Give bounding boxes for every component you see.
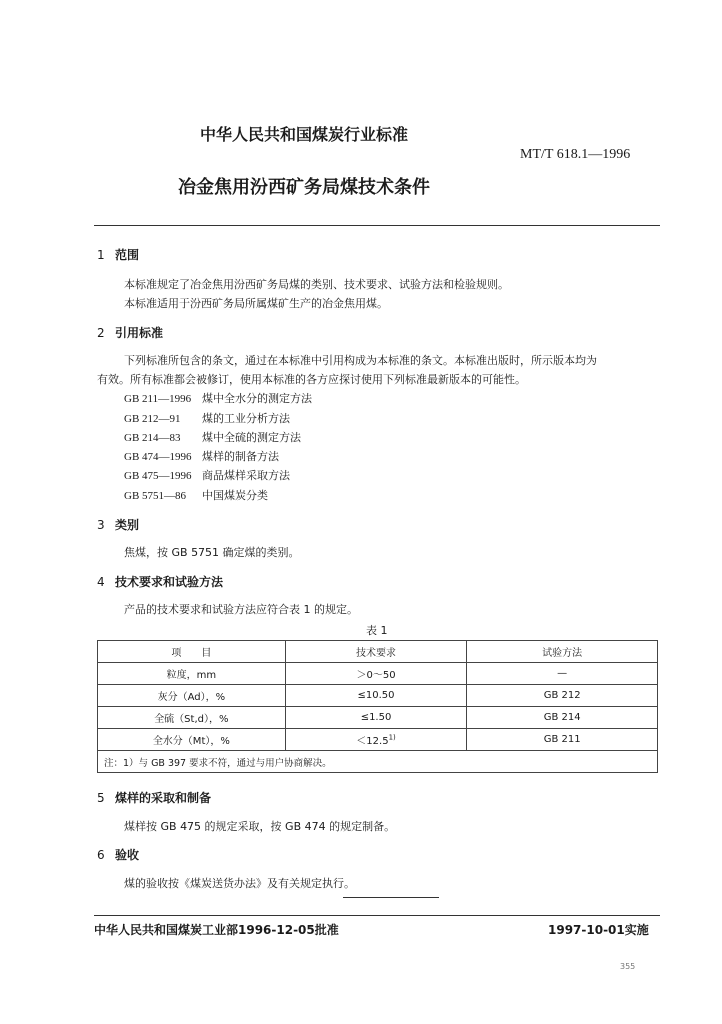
reference-name: 中国煤炭分类 [202,489,268,502]
section-title: 技术要求和试验方法 [115,575,224,589]
section-title: 验收 [115,848,140,862]
table-row [98,663,658,685]
cell-method: GB 211 [467,729,658,751]
document-title: 冶金焦用汾西矿务局煤技术条件 [178,177,430,198]
table-row [98,729,658,751]
paragraph: 焦煤，按 GB 5751 确定煤的类别。 [124,546,300,559]
cell-requirement: ≤10.50 [285,685,467,707]
header-item: 项 目 [98,641,286,663]
reference-code: GB 214—83 [124,432,181,444]
table-row [98,707,658,729]
footer-divider [94,915,660,916]
section-2-heading [97,324,163,341]
reference-code: GB 211—1996 [124,393,192,405]
paragraph: 本标准适用于汾西矿务局所属煤矿生产的冶金焦用煤。 [124,297,388,310]
section-number: 4 [97,575,105,589]
reference-item [124,448,279,464]
section-3-heading [97,516,139,533]
reference-item [124,429,301,445]
reference-item [124,410,290,426]
section-number: 5 [97,791,105,805]
section-number: 3 [97,518,105,532]
paragraph: 煤样按 GB 475 的规定采取，按 GB 474 的规定制备。 [124,820,396,833]
cell-method: — [467,663,658,685]
section-1-heading [97,246,139,263]
cell-requirement: ＞0～50 [285,663,467,685]
paragraph: 有效。所有标准都会被修订，使用本标准的各方应探讨使用下列标准最新版本的可能性。 [97,373,526,386]
reference-item [124,467,290,483]
approval-line: 中华人民共和国煤炭工业部1996-12-05批准 [94,923,339,937]
cell-item: 灰分（Ad），% [98,685,286,707]
cell-method: GB 212 [467,685,658,707]
paragraph: 下列标准所包含的条文，通过在本标准中引用构成为本标准的条文。本标准出版时，所示版本均为 [124,354,597,367]
header-requirement: 技术要求 [285,641,467,663]
table-row [98,685,658,707]
reference-code: GB 474—1996 [124,451,192,463]
section-5-heading [97,789,211,806]
cell-method: GB 214 [467,707,658,729]
paragraph: 本标准规定了冶金焦用汾西矿务局煤的类别、技术要求、试验方法和检验规则。 [124,278,509,291]
section-title: 煤样的采取和制备 [115,791,212,805]
reference-name: 煤样的制备方法 [202,450,279,463]
reference-name: 煤的工业分析方法 [202,412,290,425]
section-number: 1 [97,248,105,262]
section-4-heading [97,573,223,590]
paragraph: 煤的验收按《煤炭送货办法》及有关规定执行。 [124,877,355,890]
header-method: 试验方法 [467,641,658,663]
section-number: 6 [97,848,105,862]
cell-item: 全硫（St,d），% [98,707,286,729]
table-note-row [98,751,658,773]
industry-standard-heading: 中华人民共和国煤炭行业标准 [200,125,409,144]
end-divider [343,897,439,898]
reference-code: GB 5751—86 [124,490,187,502]
reference-name: 煤中全硫的测定方法 [202,431,301,444]
paragraph: 产品的技术要求和试验方法应符合表 1 的规定。 [124,603,358,616]
cell-requirement: ≤1.50 [285,707,467,729]
section-6-heading [97,846,139,863]
requirement-value: ＜12.5 [356,736,389,747]
reference-code: GB 475—1996 [124,470,192,482]
section-number: 2 [97,326,105,340]
table-note: 注：1）与 GB 397 要求不符，通过与用户协商解决。 [98,751,658,773]
cell-item: 粒度，mm [98,663,286,685]
reference-item [124,390,312,406]
table-caption: 表 1 [366,624,388,637]
reference-name: 煤中全水分的测定方法 [202,392,312,405]
reference-name: 商品煤样采取方法 [202,469,290,482]
standard-code: MT/T 618.1—1996 [520,147,631,162]
page-number: 355 [620,962,636,971]
reference-code: GB 212—91 [124,413,181,425]
technical-requirements-table [97,640,658,773]
header-divider [94,225,660,226]
section-title: 类别 [115,518,140,532]
cell-requirement [285,729,467,751]
effective-date: 1997-10-01实施 [548,923,649,937]
cell-item: 全水分（Mt），% [98,729,286,751]
section-title: 范围 [115,248,140,262]
table-header-row [98,641,658,663]
section-title: 引用标准 [115,326,164,340]
footnote-marker: 1) [388,733,396,742]
reference-item [124,487,268,503]
